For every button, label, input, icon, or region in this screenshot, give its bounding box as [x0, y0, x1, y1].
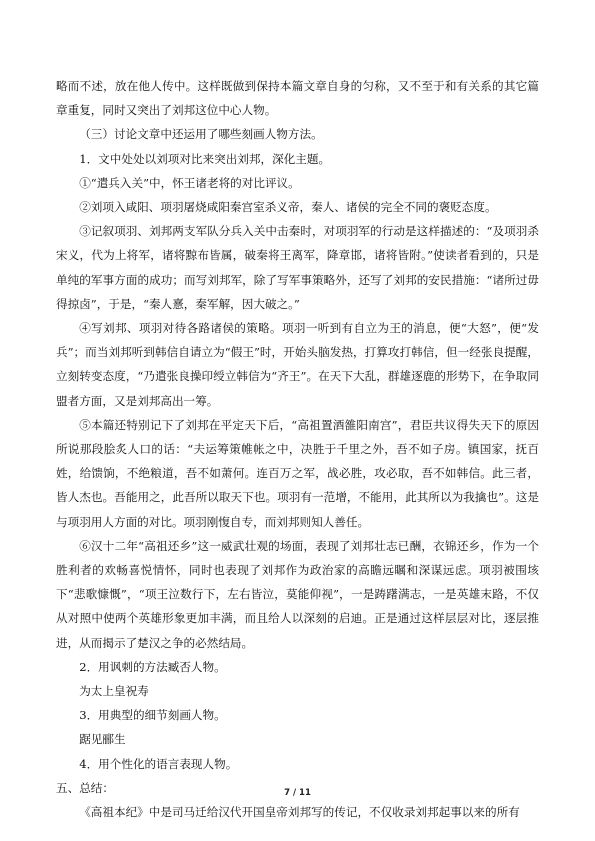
point-1-item-2: ②刘项入咸阳、项羽屠烧咸阳秦宫室杀义帝，秦人、诸侯的完全不同的褒贬态度。	[79, 200, 497, 215]
point-1-item-6: ⑥汉十二年“高祖还乡”这一威武壮观的场面，表现了刘邦壮志已酬，衣锦还乡，作为一个胜利者的欢畅喜悦情怀，同时也表现了刘邦作为政治家的高瞻远瞩和深谋远虑。项羽被围垓下“悲歌慷慨”，“项王泣数行下，左右皆泣，莫能仰视”，一是踌躇满志，一是英雄末路，不仅从对照中使两个英雄形象更加丰满，而且给人以深刻的启迪。正是通过这样层层对比，逐层推进，从而揭示了楚汉之争的必然结局。	[56, 538, 539, 650]
point-3-example: 踞见郦生	[79, 732, 126, 747]
point-1-item-3: ③记叙项羽、刘邦两支军队分兵入关中击秦时，对项羽军的行动是这样描述的：“及项羽杀宋义，代为上将军，诸将黥布皆属，破秦将王离军，降章邯，诸将皆附。”使读者看到的，只是单纯的军事方面的成功；而写刘邦军，除了写军事策略外，还写了刘邦的安民措施：“诸所过毋得掠卤”，于是，“秦人憙，秦军解，因大破之。”	[56, 224, 539, 311]
document-body	[56, 74, 539, 824]
section-heading-three: （三）讨论文章中还运用了哪些刻画人物方法。	[79, 127, 323, 142]
point-1-item-1: ①“遣兵入关”中，怀王诸老将的对比评议。	[79, 175, 300, 190]
point-1-item-5: ⑤本篇还特别记下了刘邦在平定天下后，“高祖置酒雒阳南宫”，君臣共议得失天下的原因所说那段脍炙人口的话：“夫运筹策帷帐之中，决胜于千里之外，吾不如子房。镇国家，抚百姓，给馈饷，不绝粮道，吾不如萧何。连百万之军，战必胜，攻必取，吾不如韩信。此三者，皆人杰也。吾能用之，此吾所以取天下也。项羽有一范增，不能用，此其所以为我擒也”。这是与项羽用人方面的对比。项羽刚愎自专，而刘邦则知人善任。	[56, 417, 539, 529]
page-number: 7 / 11	[284, 788, 311, 798]
point-2-example: 为太上皇祝寿	[79, 684, 149, 699]
point-3-heading: 3．用典型的细节刻画人物。	[79, 708, 226, 723]
section-heading-summary: 五、总结：	[56, 780, 114, 795]
paragraph-intro-continuation: 略而不述，放在他人传中。这样既做到保持本篇文章自身的匀称，又不至于和有关系的其它篇章重复，同时又突出了刘邦这位中心人物。	[56, 79, 539, 118]
point-4-heading: 4．用个性化的语言表现人物。	[79, 756, 238, 771]
point-2-heading: 2．用讽刺的方法臧否人物。	[79, 659, 226, 674]
summary-paragraph: 《高祖本纪》中是司马迁给汉代开国皇帝刘邦写的传记，不仅收录刘邦起事以来的所有	[79, 805, 520, 820]
point-1-heading: 1．文中处处以刘项对比来突出刘邦，深化主题。	[79, 151, 331, 166]
point-1-item-4: ④写刘邦、项羽对待各路诸侯的策略。项羽一听到有自立为王的消息，便“大怒”，便“发兵”；而当刘邦听到韩信自请立为“假王”时，开始头脑发热，打算攻打韩信，但一经张良提醒，立刻转变态度，“乃遣张良操印绶立韩信为“齐王”。在天下大乱，群雄逐鹿的形势下，在争取同盟者方面，又是刘邦高出一筹。	[56, 321, 539, 408]
